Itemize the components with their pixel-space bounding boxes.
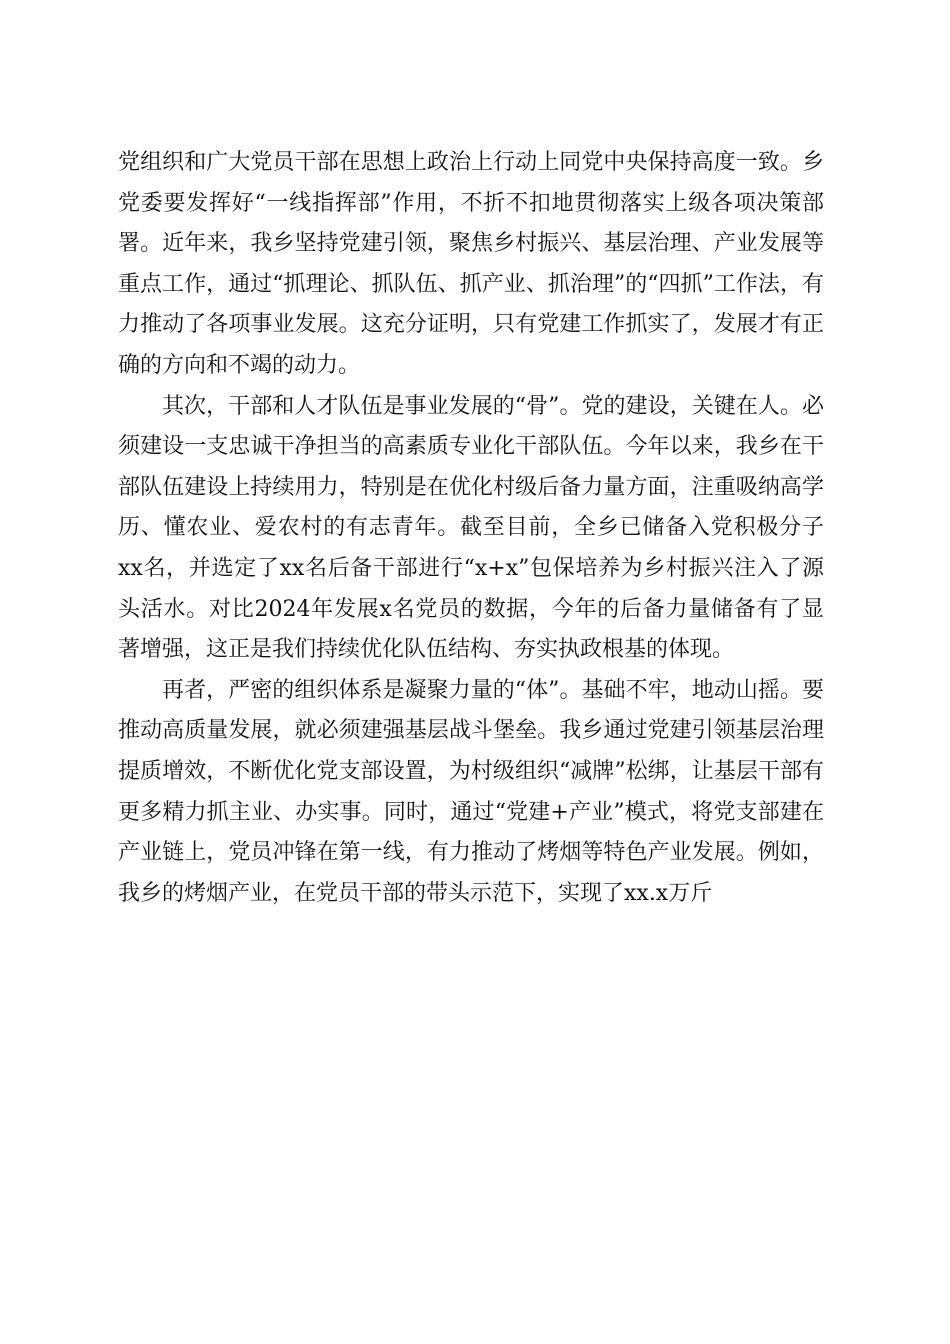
body-text — [118, 143, 824, 914]
paragraph-1: 党组织和广大党员干部在思想上政治上行动上同党中央保持高度一致。乡党委要发挥好“一线指挥部”作用，不折不扣地贯彻落实上级各项决策部署。近年来，我乡坚持党建引领，聚焦乡村振兴、基层治理、产业发展等重点工作，通过“抓理论、抓队伍、抓产业、抓治理”的“四抓”工作法，有力推动了各项事业发展。这充分证明，只有党建工作抓实了，发展才有正确的方向和不竭的动力。 — [118, 150, 824, 378]
paragraph-3: 再者，严密的组织体系是凝聚力量的“体”。基础不牢，地动山摇。要推动高质量发展，就必须建强基层战斗堡垒。我乡通过党建引领基层治理提质增效，不断优化党支部设置，为村级组织“减牌”松绑，让基层干部有更多精力抓主业、办实事。同时，通过“党建+产业”模式，将党支部建在产业链上，党员冲锋在第一线，有力推动了烤烟等特色产业发展。例如，我乡的烤烟产业，在党员干部的带头示范下，实现了xx.x万斤 — [118, 677, 824, 906]
paragraph-2: 其次，干部和人才队伍是事业发展的“骨”。党的建设，关键在人。必须建设一支忠诚干净担当的高素质专业化干部队伍。今年以来，我乡在干部队伍建设上持续用力，特别是在优化村级后备力量方面，注重吸纳高学历、懂农业、爱农村的有志青年。截至目前，全乡已储备入党积极分子xx名，并选定了xx名后备干部进行“x+x”包保培养为乡村振兴注入了源头活水。对比2024年发展x名党员的数据，今年的后备力量储备有了显著增强，这正是我们持续优化队伍结构、夯实执政根基的体现。 — [118, 393, 824, 663]
